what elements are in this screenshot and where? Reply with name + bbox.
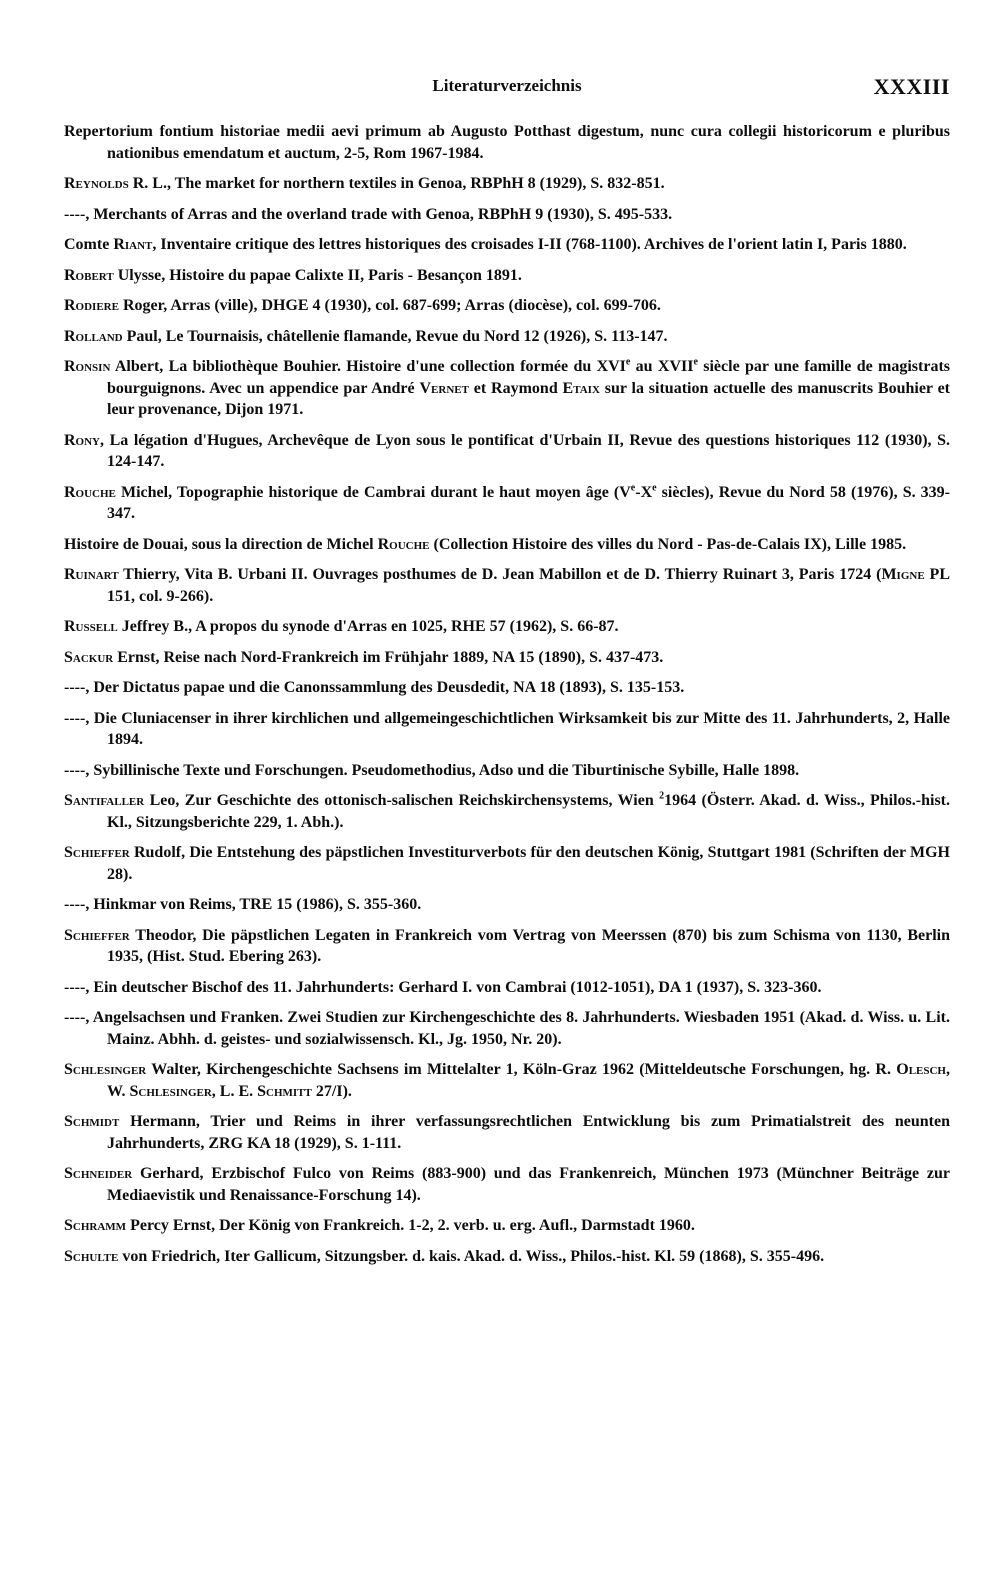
entry-text: Rudolf, Die Entstehung des päpstlichen Investiturverbots für den deutschen König, Stuttgart 1981 (Schriften der MGH 28). [107,844,950,883]
entry-text: ----, Hinkmar von Reims, TRE 15 (1986), S. 355-360. [64,896,422,913]
entry-author: Rony [64,431,100,449]
entry-text: Roger, Arras (ville), DHGE 4 (1930), col. 687-699; Arras (diocèse), col. 699-706. [118,297,661,314]
bibliography-entry [64,564,950,607]
entry-author: Robert [64,266,114,284]
bibliography-entry [64,1111,950,1154]
bibliography-entry [64,760,950,782]
bibliography-entry [64,677,950,699]
entry-text: Walter, Kirchengeschichte Sachsens im Mittelalter 1, Köln-Graz 1962 (Mitteldeutsche Forschungen, hg. R. Olesch, W. Schlesinger, L. E. Schmitt 27/I). [107,1061,950,1100]
entry-text: ----, Angelsachsen und Franken. Zwei Studien zur Kirchengeschichte des 8. Jahrhunderts. Wiesbaden 1951 (Akad. d. Wiss. u. Lit. Mainz. Abhh. d. geistes- und sozialwissensch. Kl., Jg. 1950, Nr. 20). [64,1009,950,1048]
entry-text: Theodor, Die päpstlichen Legaten in Frankreich vom Vertrag von Meerssen (870) bis zum Schisma von 1130, Berlin 1935, (Hist. Stud. Ebering 263). [107,926,950,965]
running-title: Literaturverzeichnis [432,76,582,95]
bibliography-entry [64,790,950,833]
entry-text: ----, Ein deutscher Bischof des 11. Jahrhunderts: Gerhard I. von Cambrai (1012-1051), DA 1 (1937), S. 323-360. [64,978,822,996]
bibliography-entry [64,295,950,317]
entry-text: , La légation d'Hugues, Archevêque de Lyon sous le pontificat d'Urbain II, Revue des questions historiques 112 (1930), S. 124-147. [100,431,950,470]
entry-text: Albert, La bibliothèque Bouhier. Histoire d'une collection formée du XVIe au XVIIe siècle par une famille de magistrats bourguignons. Avec un appendice par André Vernet et Raymond Etaix sur la situation actuelle des manuscrits Bouhier et leur provenance, Dijon 1971. [107,356,951,418]
bibliography-entry [64,482,950,525]
entry-author: Rouche [64,483,116,501]
entry-author: Schlesinger [64,1061,147,1078]
bibliography-entry [64,121,950,164]
bibliography-entry [64,647,950,669]
entry-text: Repertorium fontium historiae medii aevi primum ab Augusto Potthast digestum, nunc cura collegii historicorum e pluribus nationibus emendatum et auctum, 2-5, Rom 1967-1984. [64,123,950,162]
entry-text: Thierry, Vita B. Urbani II. Ouvrages posthumes de D. Jean Mabillon et de D. Thierry Ruinart 3, Paris 1724 (Migne PL 151, col. 9-266). [107,566,951,605]
bibliography-entry [64,173,950,195]
entry-author: Schramm [64,1217,127,1234]
entry-text: Jeffrey B., A propos du synode d'Arras en 1025, RHE 57 (1962), S. 66-87. [117,618,619,635]
entry-text: ----, Merchants of Arras and the overland trade with Genoa, RBPhH 9 (1930), S. 495-533. [64,205,673,223]
bibliography-entry [64,356,950,421]
entry-text: R. L., The market for northern textiles in Genoa, RBPhH 8 (1929), S. 832-851. [128,175,665,192]
entry-author: Ronsin [64,358,111,375]
entry-text: Gerhard, Erzbischof Fulco von Reims (883-900) und das Frankenreich, München 1973 (Münchner Beiträge zur Mediaevistik und Renaissance-Forschung 14). [107,1165,950,1204]
bibliography-entry [64,534,950,556]
entry-text: ----, Sybillinische Texte und Forschungen. Pseudomethodius, Adso und die Tiburtinische Sybille, Halle 1898. [64,761,800,779]
bibliography-entry [64,1163,950,1206]
bibliography-entry [64,265,950,287]
entry-text: Ernst, Reise nach Nord-Frankreich im Frühjahr 1889, NA 15 (1890), S. 437-473. [113,648,664,666]
bibliography-entry [64,1059,950,1102]
page-number: XXXIII [873,74,950,99]
entry-author: Schieffer [64,926,130,944]
entry-text: von Friedrich, Iter Gallicum, Sitzungsber. d. kais. Akad. d. Wiss., Philos.-hist. Kl. 59 (1868), S. 355-496. [118,1247,825,1265]
bibliography-list [64,121,950,1276]
bibliography-entry [64,1007,950,1050]
entry-text: Leo, Zur Geschichte des ottonisch-salischen Reichskirchensystems, Wien $^2$1964 (Österr. Akad. d. Wiss., Philos.-hist. Kl., Sitzungsberichte 229, 1. Abh.). [107,790,951,831]
entry-text: Hermann, Trier und Reims in ihrer verfassungsrechtlichen Entwicklung bis zum Primatialstreit des neunten Jahrhunderts, ZRG KA 18 (1929), S. 1-111. [107,1113,950,1152]
entry-text: Percy Ernst, Der König von Frankreich. 1-2, 2. verb. u. erg. Aufl., Darmstadt 1960. [126,1217,695,1234]
entry-text: Ulysse, Histoire du papae Calixte II, Paris - Besançon 1891. [113,266,522,284]
entry-author: Reynolds [64,175,129,192]
entry-author: Riant [113,236,153,253]
page-header [64,74,950,104]
bibliography-entry [64,925,950,968]
bibliography-entry [64,1215,950,1237]
entry-author: Sackur [64,648,114,666]
entry-text: , Inventaire critique des lettres historiques des croisades I-II (768-1100). Archives de l'orient latin I, Paris 1880. [152,236,907,253]
bibliography-entry [64,842,950,885]
bibliography-entry [64,326,950,348]
bibliography-entry [64,204,950,226]
entry-author: Schulte [64,1247,119,1265]
bibliography-entry [64,977,950,999]
entry-text: Paul, Le Tournaisis, châtellenie flamande, Revue du Nord 12 (1926), S. 113-147. [122,327,668,345]
bibliography-entry [64,894,950,916]
entry-text: Histoire de Douai, sous la direction de Michel Rouche (Collection Histoire des villes du Nord - Pas-de-Calais IX), Lille 1985. [64,535,907,553]
entry-prefix: Comte [64,236,114,253]
entry-author: Rolland [64,327,123,345]
entry-text: ----, Die Cluniacenser in ihrer kirchlichen und allgemeingeschichtlichen Wirksamkeit bis zur Mitte des 11. Jahrhunderts, 2, Halle 1894. [64,709,950,748]
entry-author: Schneider [64,1165,133,1182]
entry-author: Ruinart [64,566,119,583]
bibliography-entry [64,234,950,256]
bibliography-entry [64,1246,950,1268]
entry-author: Schmidt [64,1113,120,1130]
entry-author: Russell [64,618,118,635]
entry-text: ----, Der Dictatus papae und die Canonssammlung des Deusdedit, NA 18 (1893), S. 135-153. [64,679,685,696]
entry-text: Michel, Topographie historique de Cambrai durant le haut moyen âge (Ve-Xe siècles), Revue du Nord 58 (1976), S. 339-347. [107,482,950,522]
entry-author: Santifaller [64,792,145,809]
bibliography-entry [64,616,950,638]
bibliography-entry [64,430,950,473]
bibliography-entry [64,708,950,751]
entry-author: Schieffer [64,844,130,861]
entry-author: Rodiere [64,297,119,314]
